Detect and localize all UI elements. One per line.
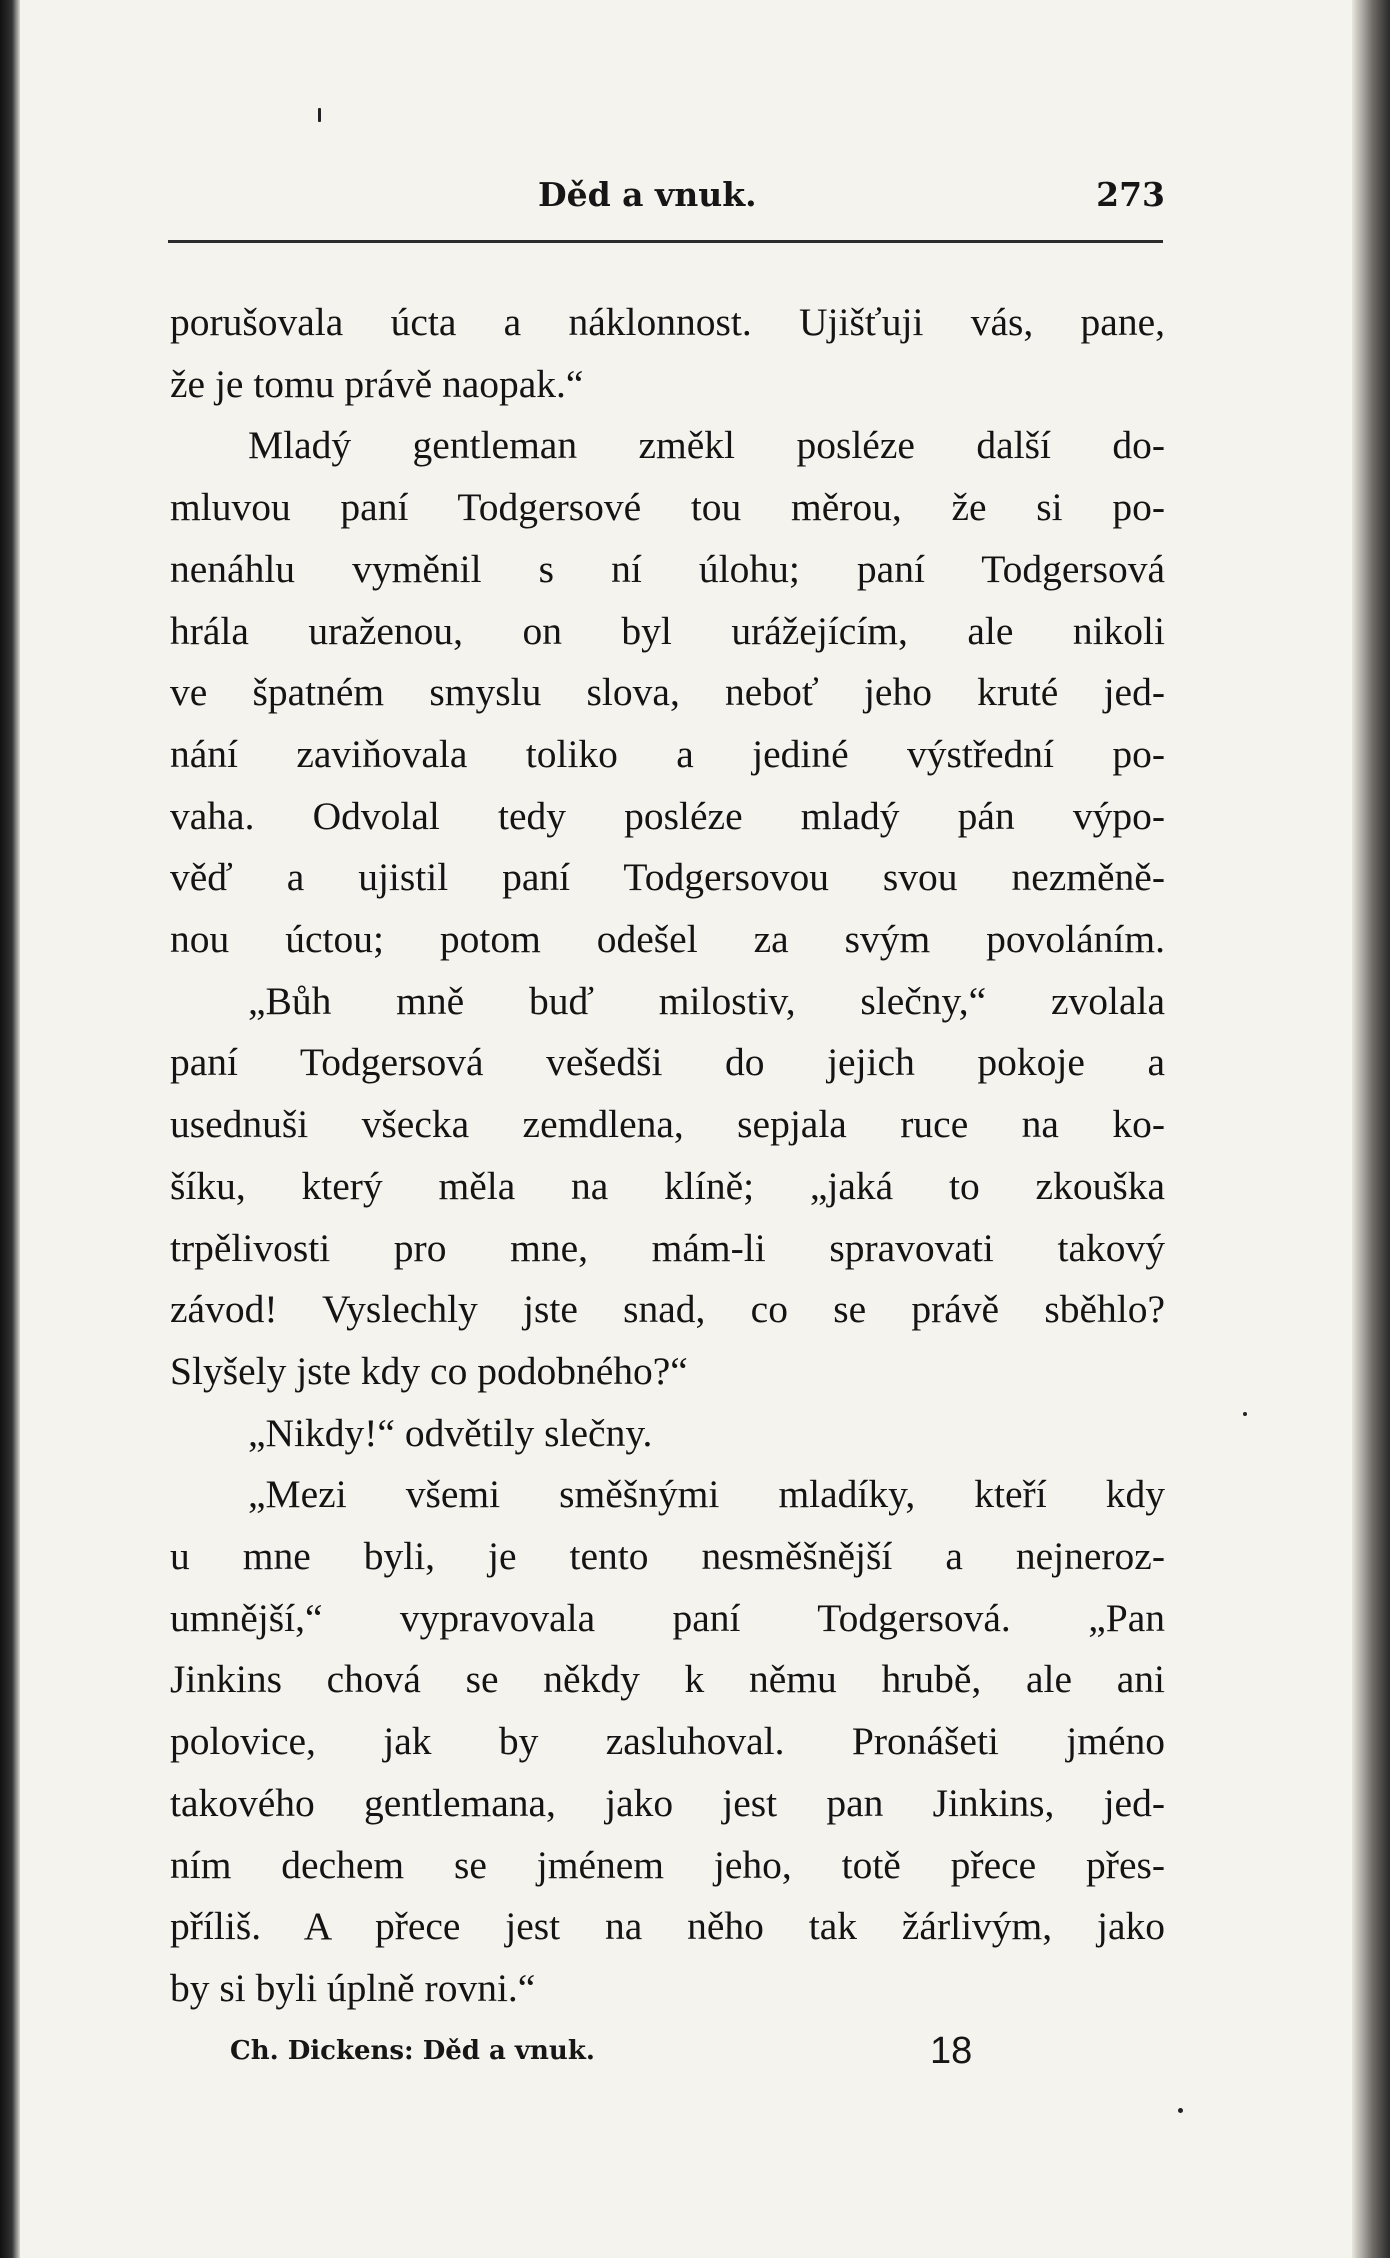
text-line: „Nikdy!“ odvětily slečny. <box>248 1410 653 1455</box>
text-line: „Bůh mně buď milostiv, slečny,“ zvolala <box>248 978 1165 1023</box>
text-line: závod! Vyslechly jste snad, co se právě sběhlo? <box>170 1287 1165 1332</box>
text-line: mluvou paní Todgersové tou měrou, že si po- <box>170 485 1165 530</box>
text-line: usednuši všecka zemdlena, sepjala ruce na ko- <box>170 1102 1165 1147</box>
text-line: by si byli úplně rovni.“ <box>170 1965 536 2010</box>
header-rule <box>168 240 1163 243</box>
text-line: šíku, který měla na klíně; „jaká to zkouška <box>170 1163 1165 1208</box>
text-line: „Mezi všemi směšnými mladíky, kteří kdy <box>248 1472 1165 1517</box>
running-title: Děd a vnuk. <box>538 175 757 214</box>
text-line: Mladý gentleman změkl posléze další do- <box>248 423 1165 468</box>
print-speck <box>1178 2108 1183 2113</box>
text-line: nou úctou; potom odešel za svým povoláním. <box>170 917 1165 962</box>
text-line: takového gentlemana, jako jest pan Jinkins, jed- <box>170 1780 1165 1825</box>
print-speck <box>1243 1412 1247 1416</box>
text-line: hrála uraženou, on byl urážejícím, ale nikoli <box>170 608 1165 653</box>
text-line: věď a ujistil paní Todgersovou svou nezměně- <box>170 855 1165 900</box>
text-line: paní Todgersová vešedši do jejich pokoje a <box>170 1040 1165 1085</box>
text-line: Jinkins chová se někdy k němu hrubě, ale ani <box>170 1657 1165 1702</box>
text-line: ním dechem se jménem jeho, totě přece přes- <box>170 1842 1165 1887</box>
text-line: u mne byli, je tento nesměšnější a nejneroz- <box>170 1534 1165 1579</box>
text-line: Slyšely jste kdy co podobného?“ <box>170 1348 688 1393</box>
page-edge-shadow <box>1352 0 1390 2258</box>
page-header <box>170 175 1165 235</box>
text-line: že je tomu právě naopak.“ <box>170 361 584 406</box>
page-footer <box>230 2030 1030 2090</box>
text-line: trpělivosti pro mne, mám-li spravovati takový <box>170 1225 1165 1270</box>
binding-edge <box>0 0 20 2258</box>
text-line: porušovala úcta a náklonnost. Ujišťuji vás, pane, <box>170 300 1165 344</box>
text-line: umnější,“ vypravovala paní Todgersová. „Pan <box>170 1595 1165 1640</box>
body-text <box>170 292 1165 2020</box>
text-line: ve špatném smyslu slova, neboť jeho kruté jed- <box>170 670 1165 715</box>
text-line: příliš. A přece jest na něho tak žárlivým, jako <box>170 1904 1165 1949</box>
printer-signature: Ch. Dickens: Děd a vnuk. <box>230 2036 595 2066</box>
text-line: nání zaviňovala toliko a jediné výstřední po- <box>170 731 1165 776</box>
text-line: vaha. Odvolal tedy posléze mladý pán výpo- <box>170 793 1165 838</box>
print-speck <box>318 108 321 122</box>
text-line: nenáhlu vyměnil s ní úlohu; paní Todgersová <box>170 546 1165 591</box>
page-number: 273 <box>1096 175 1165 214</box>
text-line: polovice, jak by zasluhoval. Pronášeti jméno <box>170 1719 1165 1764</box>
signature-number: 18 <box>930 2030 973 2072</box>
